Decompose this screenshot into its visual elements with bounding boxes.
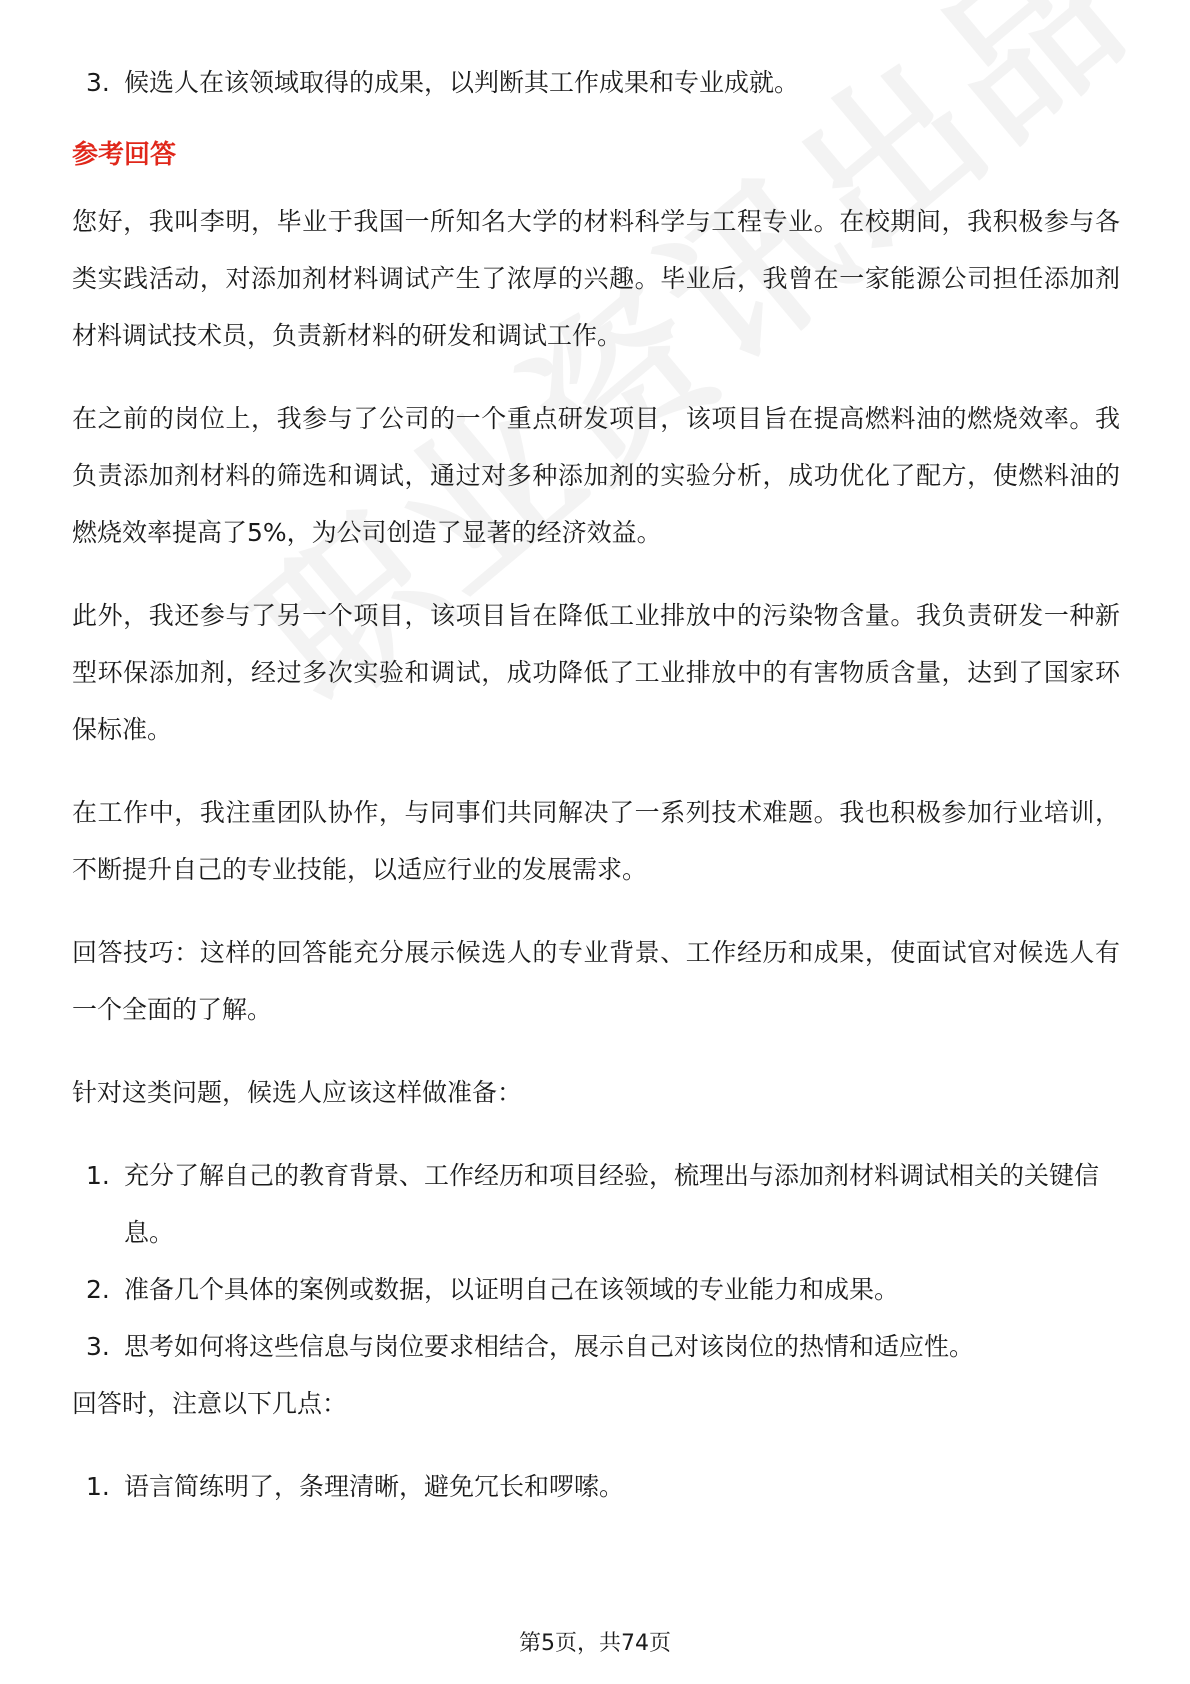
- paragraph-tips: 回答技巧：这样的回答能充分展示候选人的专业背景、工作经历和成果，使面试官对候选人有一个全面的了解。: [72, 938, 1120, 1024]
- page-content: [72, 54, 1120, 1515]
- list-item: [72, 1458, 1120, 1515]
- list-text: 候选人在该领域取得的成果，以判断其工作成果和专业成就。: [124, 68, 800, 97]
- page-footer: 第5页，共74页: [519, 1631, 671, 1656]
- paragraph-intro: 您好，我叫李明，毕业于我国一所知名大学的材料科学与工程专业。在校期间，我积极参与各类实践活动，对添加剂材料调试产生了浓厚的兴趣。毕业后，我曾在一家能源公司担任添加剂材料调试技术员，负责新材料的研发和调试工作。: [72, 207, 1120, 350]
- attention-list: [72, 1458, 1120, 1515]
- list-item: [72, 1147, 1120, 1261]
- paragraph-project-1: 在之前的岗位上，我参与了公司的一个重点研发项目，该项目旨在提高燃料油的燃烧效率。我负责添加剂材料的筛选和调试，通过对多种添加剂的实验分析，成功优化了配方，使燃料油的燃烧效率提高了5%，为公司创造了显著的经济效益。: [72, 404, 1120, 547]
- preparation-list: [72, 1147, 1120, 1375]
- criteria-list: [72, 54, 1120, 111]
- list-text: 准备几个具体的案例或数据，以证明自己在该领域的专业能力和成果。: [124, 1275, 900, 1304]
- list-number: 3.: [86, 1332, 110, 1361]
- list-text: 思考如何将这些信息与岗位要求相结合，展示自己对该岗位的热情和适应性。: [124, 1332, 975, 1361]
- answer-heading: 参考回答: [72, 140, 177, 170]
- list-item: [72, 1318, 1120, 1375]
- paragraph-prep-intro: 针对这类问题，候选人应该这样做准备：: [72, 1078, 523, 1107]
- paragraph-attention-intro: 回答时，注意以下几点：: [72, 1389, 348, 1418]
- list-text: 语言简练明了，条理清晰，避免冗长和啰嗦。: [124, 1472, 625, 1501]
- list-text: 充分了解自己的教育背景、工作经历和项目经验，梳理出与添加剂材料调试相关的关键信息。: [124, 1161, 1100, 1247]
- paragraph-project-2: 此外，我还参与了另一个项目，该项目旨在降低工业排放中的污染物含量。我负责研发一种新型环保添加剂，经过多次实验和调试，成功降低了工业排放中的有害物质含量，达到了国家环保标准。: [72, 601, 1120, 744]
- paragraph-teamwork: 在工作中，我注重团队协作，与同事们共同解决了一系列技术难题。我也积极参加行业培训，不断提升自己的专业技能，以适应行业的发展需求。: [72, 798, 1120, 884]
- list-item: [72, 1261, 1120, 1318]
- list-number: 2.: [86, 1275, 110, 1304]
- list-number: 1.: [86, 1472, 110, 1501]
- list-number: 1.: [86, 1161, 110, 1190]
- list-number: 3.: [86, 68, 110, 97]
- list-item: [72, 54, 1120, 111]
